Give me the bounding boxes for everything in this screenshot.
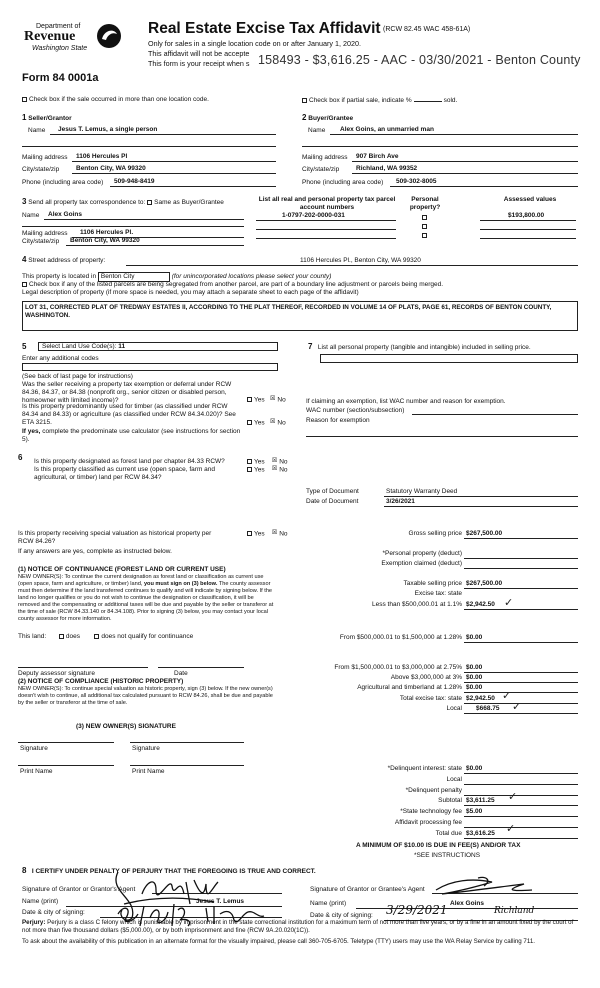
see-back-note: (See back of last page for instructions) (22, 373, 133, 380)
total-state-check-icon: ✓ (502, 689, 512, 702)
affidavit-fee-label: Affidavit processing fee (394, 819, 462, 826)
buyer-city-label: City/state/zip (302, 166, 340, 173)
location-select[interactable]: Benton City (98, 272, 170, 282)
section5-q1-no[interactable]: ☒ (270, 396, 276, 402)
gross-price-line (464, 538, 578, 539)
total-state-label: Total excise tax: state (399, 695, 462, 702)
recording-stamp: 158493 - $3,616.25 - AAC - 03/30/2021 - Benton County (258, 53, 581, 67)
section3-name-line (44, 219, 244, 220)
local-tax-label: Local (446, 705, 462, 712)
tier4-label: Above $3,000,000 at 3% (390, 674, 462, 681)
multi-location-checkbox[interactable] (22, 97, 27, 102)
doc-date[interactable]: 3/26/2021 (386, 498, 415, 505)
tier3-label: From $1,500,000.01 to $3,000,000 at 2.75% (334, 664, 462, 671)
agency-line3: Washington State (32, 45, 88, 52)
segregated-row: Check box if any of the listed parcels are being segregated from another parcel, are part of a boundary line adjustment or parcels being merged. (22, 281, 443, 289)
exemption-label: If claiming an exemption, list WAC number and reason for exemption. (306, 398, 506, 405)
agency-line2: Revenue (24, 29, 76, 44)
grantor-signature-label: Signature of Grantor or Grantor's Agent (22, 886, 136, 893)
section6-q1-yes[interactable] (247, 459, 252, 464)
buyer-name-line (330, 134, 578, 135)
notice1-text: NEW OWNER(S): To continue the current designation as forest land or classification as current use (open space, farm and agriculture, or timber) land, you must sign on (3) below. The county assessor must then determine if the land transferred continues to qualify and will indicate by signing below. If the land no longer qualifies or you do not wish to continue the designation or classification, it will be removed and the compensating or additional taxes will be due and payable by the seller or transferor at the time of sale (RCW 84.33.140 or 84.34.108). Prior to signing (3) below, you may contact your local county assessor for more information. (18, 574, 274, 622)
personal-property-field[interactable] (320, 354, 578, 363)
agri-line (464, 692, 578, 693)
exemption-reason-label: Reason for exemption (306, 417, 370, 424)
gross-price-label: Gross selling price (408, 530, 462, 537)
agri-label: Agricultural and timberland at 1.28% (357, 684, 462, 691)
grantee-signature-icon (432, 874, 542, 898)
tier1-check-icon: ✓ (504, 596, 514, 609)
grantee-print-name[interactable]: Alex Goins (450, 900, 484, 907)
seller-city-line (72, 173, 276, 174)
personal-property-column-header: Personal property? (409, 196, 441, 211)
personal-property-checkbox-1[interactable] (422, 214, 429, 222)
see-instructions-note: *SEE INSTRUCTIONS (414, 852, 481, 859)
subtotal-line (464, 805, 578, 806)
parcel-line-3 (256, 238, 396, 239)
section6-q2: Is this property classified as current use (open space, farm and agricultural, or timber) land per RCW 84.34? (34, 466, 216, 481)
section6-number: 6 (18, 453, 23, 462)
section6-q3-no[interactable]: ☒ (271, 530, 278, 536)
tech-fee-amount[interactable]: $5.00 (466, 808, 483, 815)
legal-description: LOT 31, CORRECTED PLAT OF TREDWAY ESTATES II, ACCORDING TO THE PLAT THEREOF, RECORDED IN VOLUME 14 OF PLATS, PAGE 61, RECORDS OF BENTON COUNTY, WASHINGTON. (25, 304, 552, 319)
grantee-signature-label: Signature of Grantor or Grantee's Agent (310, 886, 425, 893)
personal-property-checkbox-2[interactable] (422, 223, 429, 231)
buyer-name-line2 (302, 146, 578, 147)
section5-q2-yes[interactable] (247, 420, 252, 425)
wac-number-label: WAC number (section/subsection) (306, 407, 405, 414)
located-in-row: This property is located in Benton City (for unincorporated locations please select your county) (22, 273, 332, 280)
parcel-column-header: List all real and personal property tax parcel account numbers (258, 196, 396, 211)
form-title-ref: (RCW 82.45 WAC 458-61A) (383, 26, 471, 33)
local-tax-amount[interactable]: $668.75 (476, 705, 500, 712)
deputy-signature-line[interactable] (18, 667, 148, 668)
grantee-date-city-label: Date & city of signing: (310, 912, 373, 919)
section3-city[interactable]: Benton City, WA 99320 (70, 237, 140, 244)
doc-type-line (384, 496, 578, 497)
section5-number: 5 (22, 342, 27, 351)
doc-type[interactable]: Statutory Warranty Deed (386, 488, 458, 495)
section6-q3-answers: Yes ☒ No (247, 530, 288, 538)
section7-heading: 7 List all personal property (tangible and intangible) included in selling price. (308, 342, 531, 351)
seller-city[interactable]: Benton City, WA 99320 (76, 165, 146, 172)
partial-sale-percent-field[interactable] (414, 96, 442, 102)
multi-location-row (22, 96, 209, 104)
seller-phone-line (110, 186, 276, 187)
owner-signature-label-2: Signature (132, 745, 160, 752)
assessed-line-3 (480, 238, 576, 239)
seller-city-label: City/state/zip (22, 166, 60, 173)
partial-sale-label: Check box if partial sale, indicate % (309, 97, 412, 104)
total-due-amount[interactable]: $3,616.25 (466, 830, 495, 837)
section3-mailing-label: Mailing address (22, 230, 68, 237)
grantor-name-label: Name (print) (22, 898, 59, 905)
section6-q3: Is this property receiving special valuation as historical property per RCW 84.26? (18, 530, 212, 545)
subtotal-amount[interactable]: $3,611.25 (466, 797, 495, 804)
deputy-signature-label: Deputy assessor signature (18, 670, 95, 677)
dor-logo (22, 21, 132, 69)
taxable-price-line (464, 588, 578, 589)
grantee-name-label: Name (print) (310, 900, 347, 907)
owner-print-label-2: Print Name (132, 768, 165, 775)
seller-mailing-label: Mailing address (22, 154, 68, 161)
penalty-line[interactable] (464, 795, 578, 796)
section5-q1: Was the seller receiving a property tax exemption or deferral under RCW 84.36, 84.37, or 84.38 (nonprofit org., senior citizen or disabled person, homeowner with limited income)? (22, 381, 232, 404)
any-yes-note: If any answers are yes, complete as instructed below. (18, 548, 172, 555)
land-use-code: 11 (118, 343, 126, 350)
buyer-phone-label: Phone (including area code) (302, 179, 384, 186)
total-due-label: Total due (435, 830, 462, 837)
parcel-line-1 (256, 220, 396, 221)
section5-q1-yes[interactable] (247, 397, 252, 402)
notice2-text: NEW OWNER(S): To continue special valuation as historic property, sign (3) below. If the new owner(s) doesn't wish to continue, all additional tax calculated pursuant to RCW 84.26, shall be due and payable by the seller or transferor at the time of sale. (18, 686, 273, 706)
owner-signature-line-1[interactable] (18, 742, 114, 743)
grantor-print-name[interactable]: Jesus T. Lemus (196, 898, 245, 905)
header-sub1: Only for sales in a single location code on or after January 1, 2020. (148, 39, 361, 48)
buyer-city-line (352, 173, 578, 174)
total-due-line (464, 838, 578, 839)
exemption-reason-line[interactable] (306, 436, 578, 437)
grantee-city-signed[interactable]: Richland (494, 906, 535, 916)
tier2-amount[interactable]: $0.00 (466, 634, 483, 641)
section6-q3-yes[interactable] (247, 531, 252, 536)
personal-deduct-line[interactable] (464, 558, 578, 559)
delinquent-state-amount[interactable]: $0.00 (466, 765, 483, 772)
header-sub2: This affidavit will not be accepte (148, 49, 250, 58)
subtotal-check-icon: ✓ (508, 790, 518, 803)
deputy-date-line[interactable] (158, 667, 244, 668)
delinquent-state-label: *Delinquent interest: state (387, 765, 462, 772)
multi-location-label: Check box if the sale occurred in more than one location code. (29, 96, 209, 103)
buyer-phone-line (390, 186, 578, 187)
total-due-check-icon: ✓ (506, 822, 516, 835)
subtotal-label: Subtotal (438, 797, 462, 804)
delinquent-local-label: Local (446, 776, 462, 783)
seller-phone[interactable]: 509-948-8419 (114, 178, 155, 185)
section3-name[interactable]: Alex Goins (48, 211, 82, 218)
delinquent-local-line[interactable] (464, 784, 578, 785)
segregated-checkbox[interactable] (22, 282, 27, 287)
doc-type-label: Type of Document (306, 488, 359, 495)
section3-city-label: City/state/zip (22, 238, 60, 245)
section6-q1-no[interactable]: ☒ (271, 458, 278, 464)
notice1-title: (1) NOTICE OF CONTINUANCE (FOREST LAND OR CURRENT USE) (18, 566, 226, 573)
personal-deduct-label: *Personal property (deduct) (382, 550, 462, 557)
section3-name-line2 (22, 226, 244, 227)
street-address[interactable]: 1106 Hercules Pl., Benton City, WA 99320 (300, 257, 421, 264)
exemption-deduct-line[interactable] (464, 568, 578, 569)
doc-date-label: Date of Document (306, 498, 359, 505)
section6-q1: Is this property designated as forest land per chapter 84.33 RCW? (34, 458, 225, 465)
tier2-line (464, 642, 578, 643)
doc-date-line (384, 506, 578, 507)
section6-q2-yes[interactable] (247, 467, 252, 472)
accessibility-notice: To ask about the availability of this publication in an alternate format for the visually impaired, please call 360-705-6705. Teletype (TTY) users may use the WA Relay Service by calling 711. (22, 938, 536, 945)
owner-signature-line-2[interactable] (130, 742, 244, 743)
penalty-label: *Delinquent penalty (405, 787, 462, 794)
partial-sale-checkbox[interactable] (302, 98, 307, 103)
land-does-not-checkbox[interactable] (94, 634, 99, 639)
form-title: Real Estate Excise Tax Affidavit (148, 20, 381, 37)
seller-mailing-line (72, 161, 276, 162)
land-use-row: Select Land Use Code(s): 11 (42, 343, 126, 350)
tier1-label: Less than $500,000.01 at 1.1% (372, 601, 462, 608)
buyer-mailing-label: Mailing address (302, 154, 348, 161)
seller-name-line2 (22, 146, 276, 147)
section3-name-label: Name (22, 212, 40, 219)
partial-sale-row (302, 96, 457, 105)
form-number: Form 84 0001a (22, 72, 99, 84)
tier1-amount[interactable]: $2,942.50 (466, 601, 495, 608)
header-sub3: This form is your receipt when s (148, 59, 250, 68)
section5-q2-answers: Yes ☒ No (247, 419, 286, 427)
land-does-checkbox[interactable] (59, 634, 64, 639)
taxable-price-label: Taxable selling price (403, 580, 462, 587)
legal-description-label: Legal description of property (if more space is needed, you may attach a separate sheet to each page of the affidavit) (22, 289, 359, 296)
agency-line1: Department of (36, 23, 81, 30)
section3-city-line (66, 245, 244, 246)
notice3-title: (3) NEW OWNER(S) SIGNATURE (76, 723, 176, 730)
dor-logo-mark-icon (96, 23, 122, 49)
agri-amount[interactable]: $0.00 (466, 684, 483, 691)
section6-q2-no[interactable]: ☒ (271, 466, 278, 472)
seller-heading: 1 Seller/Grantor (22, 113, 72, 122)
partial-sale-suffix: sold. (443, 97, 458, 104)
section5-q1-answers: Yes ☒ No (247, 396, 286, 404)
owner-print-label-1: Print Name (20, 768, 53, 775)
assessed-value[interactable]: $193,800.00 (508, 212, 545, 219)
seller-name-label: Name (28, 127, 46, 134)
buyer-name-label: Name (308, 127, 326, 134)
section4-heading: 4 Street address of property: (22, 255, 106, 264)
taxable-price[interactable]: $267,500.00 (466, 580, 503, 587)
total-state-amount[interactable]: $2,942.50 (466, 695, 495, 702)
street-address-line (126, 265, 578, 266)
buyer-heading: 2 Buyer/Grantee (302, 113, 354, 122)
tier2-label: From $500,000.01 to $1,500,000 at 1.28% (339, 634, 462, 641)
tech-fee-label: *State technology fee (400, 808, 462, 815)
section8-heading: 8 I CERTIFY UNDER PENALTY OF PERJURY THAT THE FOREGOING IS TRUE AND CORRECT. (22, 866, 316, 875)
seller-name[interactable]: Jesus T. Lemus, a single person (58, 126, 158, 133)
affidavit-fee-line[interactable] (464, 827, 578, 828)
section6-q1-answers: Yes ☒ No (247, 458, 288, 466)
buyer-mailing-line (352, 161, 578, 162)
minimum-due-note: A MINIMUM OF $10.00 IS DUE IN FEE(S) AND/OR TAX (356, 842, 521, 849)
tech-fee-line (464, 816, 578, 817)
buyer-name[interactable]: Alex Goins, an unmarried man (340, 126, 434, 133)
deputy-date-label: Date (174, 670, 188, 677)
section3-mailing[interactable]: 1106 Hercules Pl. (80, 229, 134, 236)
owner-print-line-1[interactable] (18, 765, 114, 766)
this-land-row: This land: does does not qualify for continuance (18, 633, 194, 640)
tier1-line (464, 609, 578, 610)
buyer-city[interactable]: Richland, WA 99352 (356, 165, 418, 172)
owner-print-line-2[interactable] (130, 765, 244, 766)
tier4-line (464, 682, 578, 683)
section5-q2-no[interactable]: ☒ (270, 419, 276, 425)
wac-number-line[interactable] (412, 414, 578, 415)
tier3-amount[interactable]: $0.00 (466, 664, 483, 671)
grantor-date-city-label: Date & city of signing: (22, 909, 85, 916)
personal-property-checkbox-3[interactable] (422, 232, 429, 240)
parcel-line-2 (256, 229, 396, 230)
tier4-amount[interactable]: $0.00 (466, 674, 483, 681)
assessed-values-column-header: Assessed values (503, 196, 557, 203)
gross-price[interactable]: $267,500.00 (466, 530, 503, 537)
additional-codes-label: Enter any additional codes (22, 355, 99, 362)
excise-state-label: Excise tax: state (414, 590, 462, 597)
seller-name-line (50, 134, 276, 135)
delinquent-state-line (464, 773, 578, 774)
local-tax-check-icon: ✓ (512, 700, 522, 713)
assessed-line-2 (480, 229, 576, 230)
additional-codes-field[interactable] (22, 363, 278, 371)
grantee-date-signed[interactable]: 3/29/2021 (386, 903, 448, 917)
section5-q3: If yes, complete the predominate use calculator (see instructions for section 5). (22, 428, 241, 443)
tier3-line (464, 672, 578, 673)
same-as-buyer-checkbox[interactable] (147, 200, 152, 205)
buyer-mailing[interactable]: 907 Birch Ave (356, 153, 399, 160)
seller-mailing[interactable]: 1106 Hercules Pl (76, 153, 128, 160)
assessed-line-1 (480, 220, 576, 221)
section5-q2: Is this property predominantly used for timber (as classified under RCW 84.34 and 84.33) or agriculture (as classified under RCW 84.34.020)? See ETA 3215. (22, 403, 236, 426)
section3-heading: 3 Send all property tax correspondence to: Same as Buyer/Grantee (22, 197, 224, 206)
notice2-title: (2) NOTICE OF COMPLIANCE (HISTORIC PROPERTY) (18, 678, 184, 685)
parcel-number[interactable]: 1-0797-202-0000-031 (282, 212, 345, 219)
owner-signature-label-1: Signature (20, 745, 48, 752)
perjury-notice: Perjury: Perjury is a class C felony which is punishable by imprisonment in the state correctional institution for a maximum term of not more than five years, or by a fine in an amount fixed by the court of not more than five thousand dollars ($5,000.00), or by both imprisonment and fine (RCW 9A.20.020(1C)). (22, 919, 574, 935)
exemption-deduct-label: Exemption claimed (deduct) (381, 560, 462, 567)
section6-q2-answers: Yes ☒ No (247, 466, 288, 474)
buyer-phone[interactable]: 509-302-8005 (396, 178, 437, 185)
seller-phone-label: Phone (including area code) (22, 179, 104, 186)
